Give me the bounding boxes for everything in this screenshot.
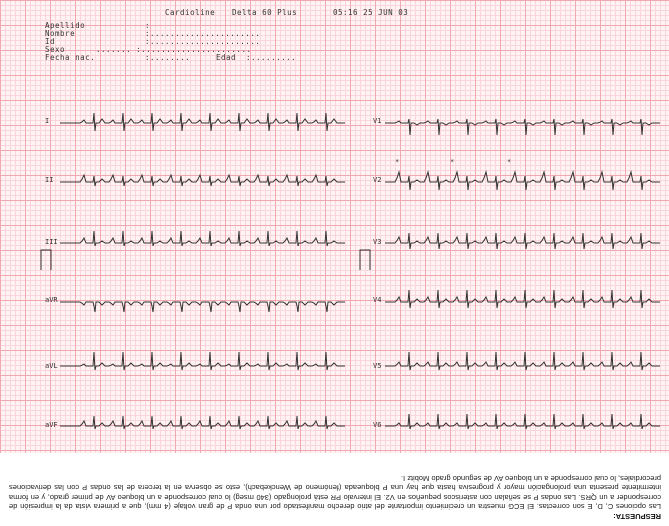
field-label-edad: Edad (216, 53, 237, 62)
p-wave-marker: * (450, 158, 455, 166)
ecg-lead-trace (385, 119, 660, 135)
ecg-lead-trace (385, 172, 660, 190)
ecg-lead-trace (60, 175, 345, 186)
p-wave-marker: * (507, 158, 512, 166)
lead-label-iii: III (45, 238, 58, 246)
answer-panel (0, 453, 669, 526)
ecg-lead-trace (60, 231, 345, 246)
field-dots-edad: :......... (246, 53, 297, 62)
lead-label-i: I (45, 117, 50, 125)
field-label-apellido: Apellido (45, 21, 86, 30)
answer-title: RESPUESTA: (613, 512, 661, 521)
ecg-lead-trace (385, 352, 660, 370)
field-dots-id: :...................... (145, 37, 261, 46)
field-label-fecha-nac: Fecha nac. (45, 53, 96, 62)
lead-label-v2: V2 (373, 176, 382, 184)
ecg-lead-trace (385, 233, 660, 249)
lead-label-v5: V5 (373, 362, 382, 370)
ecg-lead-trace (60, 416, 345, 429)
field-dots-nombre: :...................... (145, 29, 261, 38)
calibration-pulse (360, 250, 370, 270)
answer-text: Las opciones C, D, E son correctas. El ECG muestra un crecimiento importante del atrio derecho manifestado por una onda P de gran voltaje (4 mm), que a primera vista da la impresión de corresponder a un QRS. Las ondas P se señalan con asteriscos pequeños en V2. El intervalo PR está prolongado (340 mseg) lo cual corresponde a un bloqueo AV de primer grado, y en forma intermitente presenta una prolongación mayor y progresiva hasta que hay una P bloqueada (fenómeno de Wenckebach), esto se observa en la tercera de las ondas P con las derivaciones precordiales, lo cual corresponde a un bloqueo AV de segundo grado Mobitz I. (9, 473, 661, 511)
ecg-lead-trace (60, 113, 345, 131)
field-dots-sexo: ....... :...................... (96, 45, 252, 54)
device-name: Cardioline (165, 8, 216, 17)
ecg-lead-trace (385, 290, 660, 308)
device-model: Delta 60 Plus (232, 8, 298, 17)
field-dots-apellido: : (145, 21, 151, 30)
calibration-pulse (41, 250, 51, 270)
field-dots-fecha-nac: :........ (145, 53, 191, 62)
lead-label-v3: V3 (373, 238, 382, 246)
lead-label-avr: aVR (45, 296, 58, 304)
lead-label-avf: aVF (45, 421, 58, 429)
lead-label-v1: V1 (373, 117, 382, 125)
ecg-lead-trace (60, 352, 345, 370)
lead-label-v4: V4 (373, 296, 382, 304)
field-label-nombre: Nombre (45, 29, 76, 38)
ecg-lead-trace (60, 302, 345, 312)
recording-datetime: 05:16 25 JUN 03 (333, 8, 409, 17)
lead-label-ii: II (45, 176, 54, 184)
lead-label-avl: aVL (45, 362, 58, 370)
ecg-lead-trace (385, 414, 660, 429)
p-wave-marker: * (395, 158, 400, 166)
field-label-sexo: Sexo (45, 45, 66, 54)
field-label-id: Id (45, 37, 56, 46)
lead-label-v6: V6 (373, 421, 382, 429)
